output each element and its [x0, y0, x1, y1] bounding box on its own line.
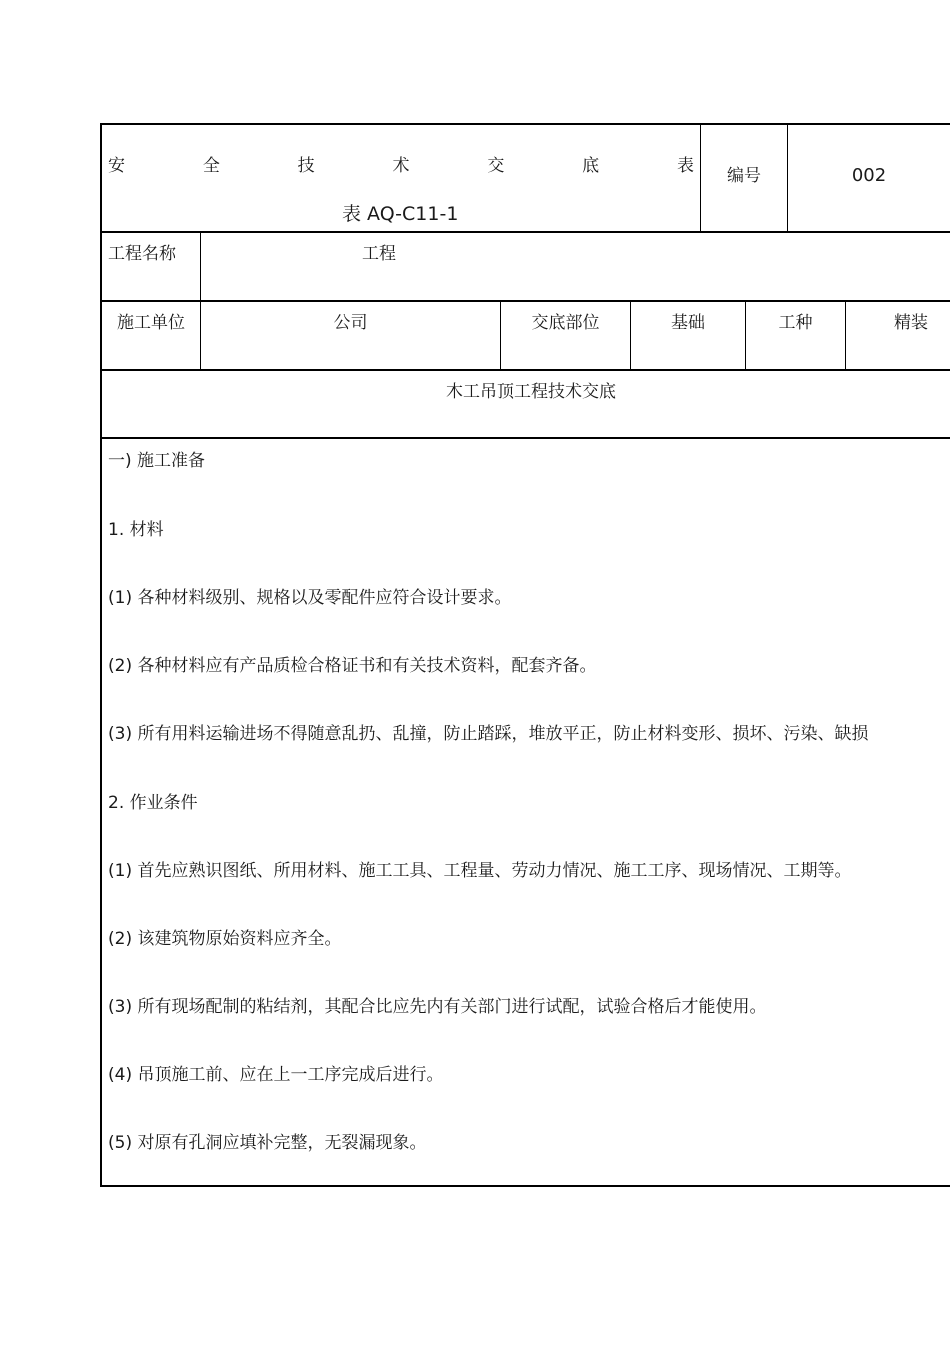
- title-char: 表: [676, 156, 694, 176]
- title-char: 交: [487, 156, 505, 176]
- content-line: 2. 作业条件: [108, 793, 198, 813]
- safety-disclosure-form: [100, 123, 950, 1187]
- col-divider: [500, 300, 501, 370]
- content-line: (2) 该建筑物原始资料应齐全。: [108, 929, 342, 949]
- table-border-top: [100, 123, 950, 125]
- number-value: 002: [851, 165, 887, 186]
- construction-unit-value: 公司: [333, 313, 368, 333]
- table-border-left: [100, 123, 102, 1187]
- project-name-value: 工程: [362, 244, 396, 264]
- disclosure-part-label: 交底部位: [531, 313, 600, 333]
- col-divider: [845, 300, 846, 370]
- disclosure-part-value: 基础: [671, 313, 705, 333]
- content-line: 1. 材料: [108, 520, 164, 540]
- form-code: 表 AQ-C11-1: [342, 203, 459, 225]
- content-line: 一) 施工准备: [108, 451, 206, 471]
- content-line: (3) 所有用料运输进场不得随意乱扔、乱撞，防止踏踩，堆放平正，防止材料变形、损坏、污染、缺损: [108, 724, 869, 744]
- content-line: (3) 所有现场配制的粘结剂，其配合比应先内有关部门进行试配，试验合格后才能使用。: [108, 997, 767, 1017]
- disclosure-subject: 木工吊顶工程技术交底: [446, 382, 616, 402]
- content-line: (2) 各种材料应有产品质检合格证书和有关技术资料，配套齐备。: [108, 656, 597, 676]
- form-title: [108, 151, 694, 176]
- col-divider: [630, 300, 631, 370]
- content-line: (5) 对原有孔洞应填补完整，无裂漏现象。: [108, 1133, 427, 1153]
- content-line: (1) 首先应熟识图纸、所用材料、施工工具、工程量、劳动力情况、施工工序、现场情况、工期等。: [108, 861, 852, 881]
- title-char: 底: [582, 156, 600, 176]
- title-char: 技: [297, 156, 315, 176]
- content-line: (4) 吊顶施工前、应在上一工序完成后进行。: [108, 1065, 444, 1085]
- trade-value: 精装: [894, 313, 928, 333]
- table-border-bottom: [100, 1185, 950, 1187]
- trade-label: 工种: [778, 313, 813, 333]
- project-name-label: 工程名称: [108, 244, 176, 264]
- row-divider: [100, 437, 950, 439]
- construction-unit-label: 施工单位: [117, 313, 185, 333]
- title-char: 全: [202, 156, 220, 176]
- row-divider: [100, 300, 950, 302]
- title-char: 术: [392, 156, 410, 176]
- row-divider: [100, 231, 950, 233]
- col-divider: [745, 300, 746, 370]
- col-divider: [200, 231, 201, 370]
- number-label: 编号: [727, 166, 761, 186]
- row-divider: [100, 369, 950, 371]
- title-char: 安: [108, 156, 125, 176]
- content-line: (1) 各种材料级别、规格以及零配件应符合设计要求。: [108, 588, 512, 608]
